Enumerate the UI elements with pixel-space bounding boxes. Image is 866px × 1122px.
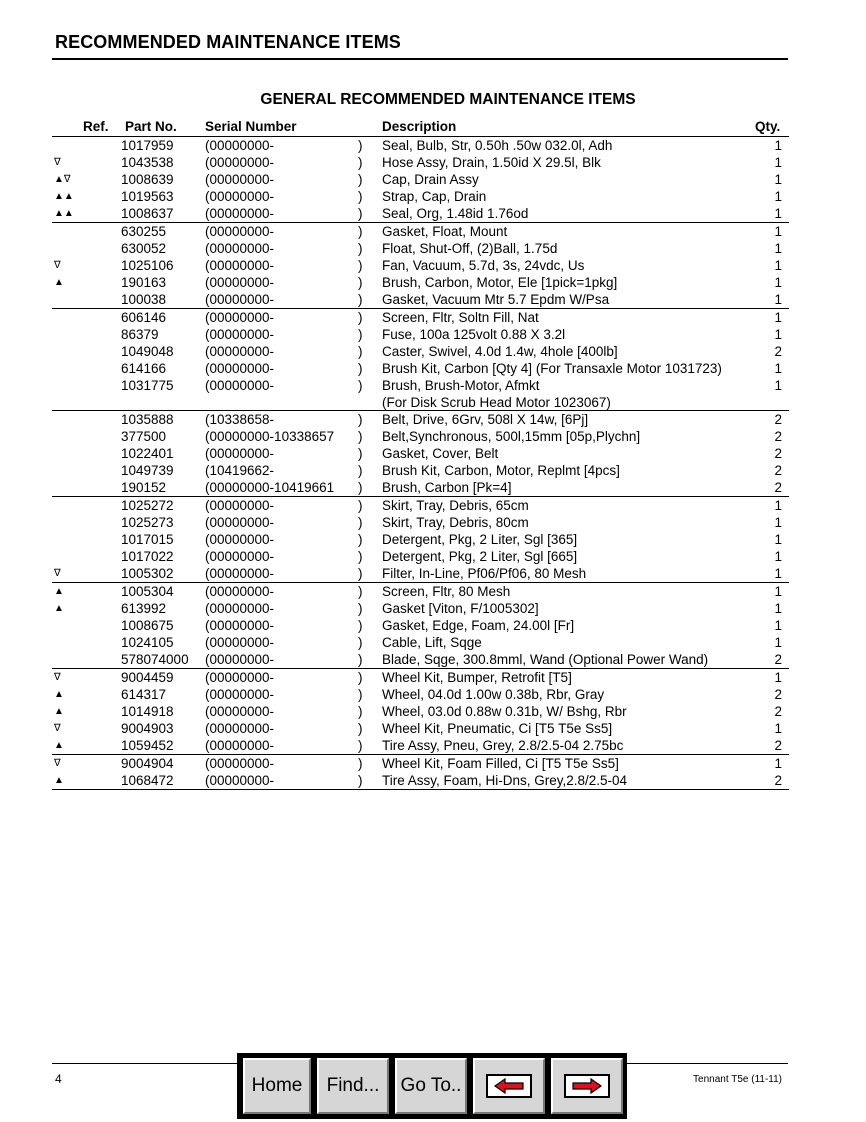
right-arrow-icon: [564, 1074, 610, 1098]
serial-number: (00000000-: [205, 515, 275, 530]
table-row: [52, 634, 789, 651]
serial-number: (00000000-: [205, 756, 275, 771]
quantity: 1: [774, 258, 782, 273]
table-row: [52, 497, 789, 514]
serial-number: (00000000-: [205, 498, 275, 513]
serial-close-paren: ): [358, 310, 363, 325]
serial-number: (00000000-10338657: [205, 429, 335, 444]
serial-number: (00000000-: [205, 704, 275, 719]
description: Gasket, Cover, Belt: [382, 446, 499, 461]
quantity: 1: [774, 275, 782, 290]
quantity: 1: [774, 378, 782, 393]
ref-symbol: ∇: [54, 723, 61, 734]
description: (For Disk Scrub Head Motor 1023067): [382, 395, 611, 410]
home-button[interactable]: Home: [243, 1058, 311, 1114]
table-row: [52, 137, 789, 154]
part-number: 630255: [121, 224, 167, 239]
serial-number: (00000000-: [205, 601, 275, 616]
ref-symbol: ▲: [54, 586, 64, 597]
description: Wheel Kit, Pneumatic, Ci [T5 T5e Ss5]: [382, 721, 613, 736]
table-row: [52, 514, 789, 531]
quantity: 1: [774, 172, 782, 187]
description: Wheel, 03.0d 0.88w 0.31b, W/ Bshg, Rbr: [382, 704, 627, 719]
part-number: 377500: [121, 429, 167, 444]
quantity: 1: [774, 155, 782, 170]
part-number: 1005304: [121, 584, 174, 599]
serial-close-paren: ): [358, 378, 363, 393]
part-number: 1024105: [121, 635, 174, 650]
table-row: [52, 291, 789, 308]
description: Brush Kit, Carbon [Qty 4] (For Transaxle Motor 1031723): [382, 361, 722, 376]
quantity: 2: [774, 344, 782, 359]
ref-symbol: ∇: [54, 157, 61, 168]
page-number: 4: [55, 1072, 62, 1086]
serial-number: (00000000-: [205, 189, 275, 204]
description: Wheel Kit, Bumper, Retrofit [T5]: [382, 670, 572, 685]
table-row: [52, 445, 789, 462]
parts-group: [52, 669, 789, 755]
serial-close-paren: ): [358, 480, 363, 495]
part-number: 1019563: [121, 189, 174, 204]
description: Strap, Cap, Drain: [382, 189, 487, 204]
serial-number: (00000000-: [205, 258, 275, 273]
serial-number: (00000000-: [205, 224, 275, 239]
ref-symbol: ▲: [54, 277, 64, 288]
table-row: [52, 600, 789, 617]
description: Belt, Drive, 6Grv, 508l X 14w, [6Pj]: [382, 412, 589, 427]
serial-number: (00000000-: [205, 721, 275, 736]
next-page-button[interactable]: [551, 1058, 623, 1114]
quantity: 1: [774, 224, 782, 239]
header-part-no: Part No.: [125, 119, 177, 134]
serial-number: (00000000-: [205, 566, 275, 581]
part-number: 614166: [121, 361, 167, 376]
navigation-bar: [237, 1053, 627, 1119]
part-number: 1025272: [121, 498, 174, 513]
part-number: 613992: [121, 601, 167, 616]
description: Gasket, Float, Mount: [382, 224, 508, 239]
quantity: 1: [774, 756, 782, 771]
table-row: [52, 223, 789, 240]
part-number: 1008637: [121, 206, 174, 221]
part-number: 1025273: [121, 515, 174, 530]
footer-rule: [52, 1063, 238, 1064]
ref-symbol: ▲: [54, 603, 64, 614]
ref-symbol: ▲: [54, 706, 64, 717]
parts-group: [52, 411, 789, 497]
description: Fuse, 100a 125volt 0.88 X 3.2l: [382, 327, 566, 342]
section-title: GENERAL RECOMMENDED MAINTENANCE ITEMS: [260, 91, 636, 108]
table-row: [52, 171, 789, 188]
find-button[interactable]: Find...: [317, 1058, 389, 1114]
part-number: 86379: [121, 327, 159, 342]
header-qty: Qty.: [755, 119, 781, 134]
serial-number: (00000000-: [205, 241, 275, 256]
part-number: 1022401: [121, 446, 174, 461]
part-number: 9004459: [121, 670, 174, 685]
part-number: 1031775: [121, 378, 174, 393]
table-row: [52, 703, 789, 720]
description: Screen, Fltr, 80 Mesh: [382, 584, 511, 599]
serial-close-paren: ): [358, 206, 363, 221]
serial-number: (00000000-: [205, 670, 275, 685]
serial-number: (10338658-: [205, 412, 275, 427]
serial-close-paren: ): [358, 584, 363, 599]
serial-close-paren: ): [358, 721, 363, 736]
table-row: [52, 240, 789, 257]
serial-number: (00000000-: [205, 344, 275, 359]
description: Blade, Sqge, 300.8mml, Wand (Optional Power Wand): [382, 652, 709, 667]
serial-number: (00000000-: [205, 172, 275, 187]
parts-group: [52, 137, 789, 223]
part-number: 1043538: [121, 155, 174, 170]
quantity: 1: [774, 515, 782, 530]
quantity: 1: [774, 601, 782, 616]
serial-number: (00000000-: [205, 361, 275, 376]
serial-number: (00000000-: [205, 738, 275, 753]
ref-symbol: ∇: [54, 260, 61, 271]
description: Wheel, 04.0d 1.00w 0.38b, Rbr, Gray: [382, 687, 605, 702]
table-row: [52, 531, 789, 548]
part-number: 1014918: [121, 704, 174, 719]
quantity: 1: [774, 584, 782, 599]
description: Gasket, Vacuum Mtr 5.7 Epdm W/Psa: [382, 292, 610, 307]
serial-close-paren: ): [358, 463, 363, 478]
ref-symbol: ▲: [54, 689, 64, 700]
serial-close-paren: ): [358, 498, 363, 513]
quantity: 2: [774, 429, 782, 444]
table-row: [52, 343, 789, 360]
description: Cable, Lift, Sqge: [382, 635, 482, 650]
serial-close-paren: ): [358, 549, 363, 564]
part-number: 9004904: [121, 756, 174, 771]
serial-number: (00000000-10419661: [205, 480, 335, 495]
left-arrow-icon: [486, 1074, 532, 1098]
serial-close-paren: ): [358, 155, 363, 170]
quantity: 2: [774, 773, 782, 788]
quantity: 1: [774, 327, 782, 342]
part-number: 100038: [121, 292, 167, 307]
table-row: [52, 755, 789, 772]
part-number: 1017959: [121, 138, 174, 153]
ref-symbol: ▲▲: [54, 191, 74, 202]
quantity: 2: [774, 738, 782, 753]
quantity: 1: [774, 566, 782, 581]
serial-number: (00000000-: [205, 549, 275, 564]
table-row: [52, 274, 789, 291]
description: Float, Shut-Off, (2)Ball, 1.75d: [382, 241, 558, 256]
serial-close-paren: ): [358, 258, 363, 273]
table-row: [52, 326, 789, 343]
serial-number: (00000000-: [205, 275, 275, 290]
table-row: [52, 686, 789, 703]
quantity: 2: [774, 412, 782, 427]
goto-button[interactable]: Go To..: [395, 1058, 467, 1114]
parts-table: [52, 136, 789, 790]
serial-number: (00000000-: [205, 618, 275, 633]
quantity: 2: [774, 687, 782, 702]
quantity: 2: [774, 652, 782, 667]
part-number: 1017015: [121, 532, 174, 547]
serial-number: (00000000-: [205, 206, 275, 221]
document-id: Tennant T5e (11-11): [693, 1074, 782, 1085]
serial-number: (00000000-: [205, 687, 275, 702]
table-row: [52, 428, 789, 445]
quantity: 1: [774, 361, 782, 376]
quantity: 1: [774, 532, 782, 547]
serial-close-paren: ): [358, 687, 363, 702]
part-number: 630052: [121, 241, 167, 256]
part-number: 9004903: [121, 721, 174, 736]
serial-close-paren: ): [358, 652, 363, 667]
serial-close-paren: ): [358, 412, 363, 427]
part-number: 614317: [121, 687, 167, 702]
table-row: [52, 479, 789, 496]
quantity: 2: [774, 704, 782, 719]
serial-close-paren: ): [358, 738, 363, 753]
serial-number: (10419662-: [205, 463, 275, 478]
serial-close-paren: ): [358, 224, 363, 239]
footer-rule: [627, 1063, 788, 1064]
description: Hose Assy, Drain, 1.50id X 29.5l, Blk: [382, 155, 601, 170]
description: Filter, In-Line, Pf06/Pf06, 80 Mesh: [382, 566, 587, 581]
parts-group: [52, 755, 789, 790]
part-number: 1035888: [121, 412, 174, 427]
table-row: [52, 257, 789, 274]
table-row: [52, 411, 789, 428]
ref-symbol: ▲∇: [54, 174, 71, 185]
serial-close-paren: ): [358, 241, 363, 256]
quantity: 1: [774, 206, 782, 221]
parts-group: [52, 497, 789, 583]
previous-page-button[interactable]: [473, 1058, 545, 1114]
table-row: [52, 651, 789, 668]
serial-close-paren: ): [358, 635, 363, 650]
serial-close-paren: ): [358, 566, 363, 581]
table-row: [52, 154, 789, 171]
description: Screen, Fltr, Soltn Fill, Nat: [382, 310, 539, 325]
serial-close-paren: ): [358, 292, 363, 307]
ref-symbol: ▲▲: [54, 208, 74, 219]
part-number: 1008639: [121, 172, 174, 187]
part-number: 1025106: [121, 258, 174, 273]
description: Brush Kit, Carbon, Motor, Replmt [4pcs]: [382, 463, 620, 478]
serial-close-paren: ): [358, 773, 363, 788]
description: Fan, Vacuum, 5.7d, 3s, 24vdc, Us: [382, 258, 585, 273]
description: Skirt, Tray, Debris, 65cm: [382, 498, 529, 513]
page-title: RECOMMENDED MAINTENANCE ITEMS: [55, 32, 401, 52]
table-row: [52, 377, 789, 394]
table-row: [52, 188, 789, 205]
header-ref: Ref.: [83, 119, 109, 134]
serial-close-paren: ): [358, 327, 363, 342]
serial-number: (00000000-: [205, 584, 275, 599]
ref-symbol: ∇: [54, 568, 61, 579]
parts-group: [52, 583, 789, 669]
serial-number: (00000000-: [205, 310, 275, 325]
quantity: 2: [774, 463, 782, 478]
quantity: 1: [774, 292, 782, 307]
serial-number: (00000000-: [205, 327, 275, 342]
quantity: 1: [774, 189, 782, 204]
table-row: [52, 583, 789, 600]
description: Brush, Carbon, Motor, Ele [1pick=1pkg]: [382, 275, 618, 290]
serial-close-paren: ): [358, 189, 363, 204]
serial-close-paren: ): [358, 446, 363, 461]
serial-close-paren: ): [358, 756, 363, 771]
serial-number: (00000000-: [205, 773, 275, 788]
serial-close-paren: ): [358, 704, 363, 719]
quantity: 1: [774, 498, 782, 513]
serial-number: (00000000-: [205, 155, 275, 170]
part-number: 606146: [121, 310, 167, 325]
serial-close-paren: ): [358, 138, 363, 153]
table-row: [52, 669, 789, 686]
title-rule: [52, 58, 788, 60]
description: Detergent, Pkg, 2 Liter, Sgl [665]: [382, 549, 578, 564]
serial-close-paren: ): [358, 670, 363, 685]
description: Tire Assy, Foam, Hi-Dns, Grey,2.8/2.5-04: [382, 773, 628, 788]
table-row: [52, 772, 789, 789]
table-row: [52, 394, 789, 410]
header-serial-number: Serial Number: [205, 119, 297, 134]
description: Seal, Bulb, Str, 0.50h .50w 032.0l, Adh: [382, 138, 613, 153]
parts-group: [52, 309, 789, 411]
description: Brush, Brush-Motor, Afmkt: [382, 378, 540, 393]
description: Gasket, Edge, Foam, 24.00l [Fr]: [382, 618, 575, 633]
serial-close-paren: ): [358, 532, 363, 547]
quantity: 1: [774, 138, 782, 153]
table-row: [52, 548, 789, 565]
description: Caster, Swivel, 4.0d 1.4w, 4hole [400lb]: [382, 344, 618, 359]
serial-close-paren: ): [358, 515, 363, 530]
ref-symbol: ∇: [54, 758, 61, 769]
ref-symbol: ∇: [54, 672, 61, 683]
table-row: [52, 565, 789, 582]
part-number: 1049739: [121, 463, 174, 478]
quantity: 1: [774, 310, 782, 325]
quantity: 2: [774, 480, 782, 495]
table-row: [52, 617, 789, 634]
quantity: 2: [774, 446, 782, 461]
part-number: 1068472: [121, 773, 174, 788]
table-row: [52, 720, 789, 737]
part-number: 578074000: [121, 652, 189, 667]
quantity: 1: [774, 549, 782, 564]
serial-number: (00000000-: [205, 292, 275, 307]
quantity: 1: [774, 721, 782, 736]
serial-close-paren: ): [358, 275, 363, 290]
part-number: 1005302: [121, 566, 174, 581]
description: Gasket [Viton, F/1005302]: [382, 601, 539, 616]
quantity: 1: [774, 635, 782, 650]
parts-group: [52, 223, 789, 309]
serial-close-paren: ): [358, 344, 363, 359]
part-number: 1049048: [121, 344, 174, 359]
description: Detergent, Pkg, 2 Liter, Sgl [365]: [382, 532, 578, 547]
description: Belt,Synchronous, 500l,15mm [05p,Plychn]: [382, 429, 641, 444]
serial-close-paren: ): [358, 429, 363, 444]
part-number: 1059452: [121, 738, 174, 753]
description: Skirt, Tray, Debris, 80cm: [382, 515, 529, 530]
description: Wheel Kit, Foam Filled, Ci [T5 T5e Ss5]: [382, 756, 619, 771]
description: Cap, Drain Assy: [382, 172, 479, 187]
quantity: 1: [774, 670, 782, 685]
table-row: [52, 737, 789, 754]
quantity: 1: [774, 241, 782, 256]
serial-close-paren: ): [358, 361, 363, 376]
table-row: [52, 462, 789, 479]
part-number: 190152: [121, 480, 167, 495]
serial-number: (00000000-: [205, 446, 275, 461]
part-number: 1017022: [121, 549, 174, 564]
ref-symbol: ▲: [54, 775, 64, 786]
description: Brush, Carbon [Pk=4]: [382, 480, 512, 495]
description: Tire Assy, Pneu, Grey, 2.8/2.5-04 2.75bc: [382, 738, 624, 753]
description: Seal, Org, 1.48id 1.76od: [382, 206, 529, 221]
header-description: Description: [382, 119, 457, 134]
serial-number: (00000000-: [205, 378, 275, 393]
part-number: 1008675: [121, 618, 174, 633]
column-headers: [0, 119, 866, 135]
serial-number: (00000000-: [205, 635, 275, 650]
serial-number: (00000000-: [205, 652, 275, 667]
serial-number: (00000000-: [205, 138, 275, 153]
serial-close-paren: ): [358, 172, 363, 187]
table-row: [52, 360, 789, 377]
serial-close-paren: ): [358, 618, 363, 633]
serial-number: (00000000-: [205, 532, 275, 547]
ref-symbol: ▲: [54, 740, 64, 751]
table-row: [52, 205, 789, 222]
serial-close-paren: ): [358, 601, 363, 616]
table-row: [52, 309, 789, 326]
quantity: 1: [774, 618, 782, 633]
part-number: 190163: [121, 275, 167, 290]
